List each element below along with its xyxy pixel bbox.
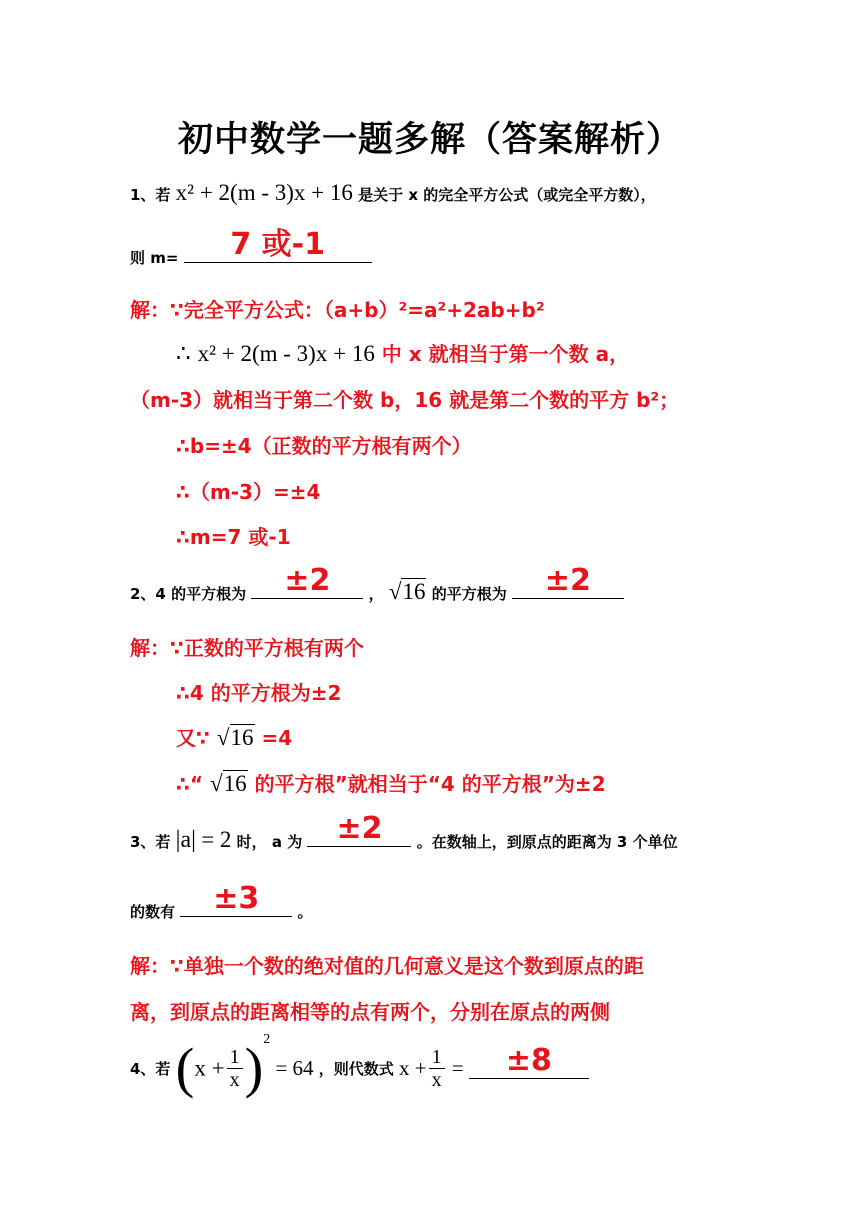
question-4-mid: ，则代数式 (318, 1060, 394, 1078)
question-4-line (130, 1032, 589, 1100)
question-2-comma: ， (368, 585, 384, 603)
question-3-mid: 时， a 为 (236, 833, 303, 851)
absolute-value-expression: |a| (175, 827, 196, 853)
solution-2-line-3-suffix: =4 (261, 726, 293, 750)
fraction-numerator: 1 (429, 1046, 445, 1069)
therefore-symbol: ∴ (176, 341, 191, 366)
question-1-line-2 (130, 227, 372, 268)
solution-2-line-1: 解：∵正数的平方根有两个 (130, 636, 364, 660)
right-parenthesis: ) (244, 1037, 264, 1100)
question-1-answer-blank (184, 227, 372, 263)
question-4-fraction (227, 1046, 243, 1091)
solution-1-line-3: （m-3）就相当于第二个数 b，16 就是第二个数的平方 b²； (130, 388, 680, 412)
sqrt-expression: √16 (388, 579, 426, 604)
solution-2-line-2: ∴4 的平方根为±2 (176, 681, 342, 705)
solution-1-line-4: ∴b=±4（正数的平方根有两个） (176, 434, 472, 458)
left-parenthesis: ( (175, 1037, 195, 1100)
sqrt-radicand: 16 (230, 725, 254, 750)
sqrt-expression: √16 (210, 771, 247, 796)
question-4-equation: = 64 (275, 1056, 314, 1080)
question-1-line-1 (130, 180, 656, 206)
solution-1-line-5: ∴（m-3）=±4 (176, 480, 321, 504)
sqrt-radicand: 16 (402, 579, 426, 604)
question-3-answer-2-blank (180, 881, 292, 917)
fraction-denominator: x (229, 1069, 240, 1091)
question-1-line-2-prefix: 则 m= (130, 249, 179, 267)
sqrt-expression: √16 (216, 725, 254, 750)
question-1-answer: 7 或-1 (230, 227, 325, 262)
solution-2-line-3-prefix: 又∵ (176, 726, 210, 750)
question-2-answer-1-blank (251, 563, 363, 599)
solution-2-line-4-suffix: 的平方根”就相当于“4 的平方根”为±2 (254, 772, 606, 796)
question-4-expression-variable: x + (399, 1056, 427, 1080)
question-3-line-1 (130, 811, 678, 854)
solution-1-line-1: 解：∵完全平方公式：（a+b）²=a²+2ab+b² (130, 298, 545, 322)
page-title: 初中数学一题多解（答案解析） (177, 120, 682, 160)
solution-1-line-6: ∴m=7 或-1 (176, 525, 291, 549)
question-2-answer-2: ±2 (544, 563, 591, 598)
question-3-line-2-suffix: 。 (297, 903, 313, 921)
solution-2-line-4-prefix: ∴“ (176, 772, 204, 796)
question-4-answer-blank (469, 1043, 589, 1079)
solution-1-expression: x² + 2(m - 3)x + 16 (197, 341, 375, 366)
question-3-equation: = 2 (201, 827, 232, 852)
question-4-prefix: 4、若 (130, 1060, 171, 1078)
fraction-numerator: 1 (227, 1046, 243, 1069)
question-1-suffix: 是关于 x 的完全平方公式（或完全平方数）， (358, 186, 656, 204)
question-4-expression-equals: = (451, 1056, 464, 1080)
question-2-line (130, 563, 624, 605)
question-4-answer: ±8 (505, 1043, 552, 1078)
question-1-expression: x² + 2(m - 3)x + 16 (175, 180, 353, 205)
question-3-prefix: 3、若 (130, 833, 171, 851)
solution-1-line-2-suffix: 中 x 就相当于第一个数 a， (381, 342, 630, 366)
exponent: 2 (263, 1032, 271, 1047)
question-3-line-2-prefix: 的数有 (130, 903, 176, 921)
solution-3-line-2: 离，到原点的距离相等的点有两个，分别在原点的两侧 (130, 1000, 610, 1024)
question-2-mid: 的平方根为 (431, 585, 507, 603)
question-3-answer-2: ±3 (213, 881, 260, 916)
solution-2-line-3 (176, 722, 292, 751)
absolute-value-variable: a (180, 827, 192, 853)
solution-1-line-2 (176, 338, 629, 367)
question-2-answer-1: ±2 (284, 563, 331, 598)
solution-3-line-1: 解：∵单独一个数的绝对值的几何意义是这个数到原点的距 (130, 954, 644, 978)
question-4-variable: x + (194, 1055, 225, 1081)
question-3-line-2 (130, 881, 313, 922)
fraction-denominator: x (431, 1069, 442, 1091)
question-2-answer-2-blank (512, 563, 624, 599)
question-4-expression-fraction (429, 1046, 445, 1091)
question-1-prefix: 1、若 (130, 186, 171, 204)
question-2-prefix: 2、4 的平方根为 (130, 585, 247, 603)
solution-2-line-4 (176, 768, 606, 797)
question-3-suffix: 。在数轴上，到原点的距离为 3 个单位 (416, 833, 678, 851)
question-3-answer-1: ±2 (336, 811, 383, 846)
sqrt-radicand: 16 (223, 771, 247, 796)
question-3-answer-1-blank (307, 811, 411, 847)
